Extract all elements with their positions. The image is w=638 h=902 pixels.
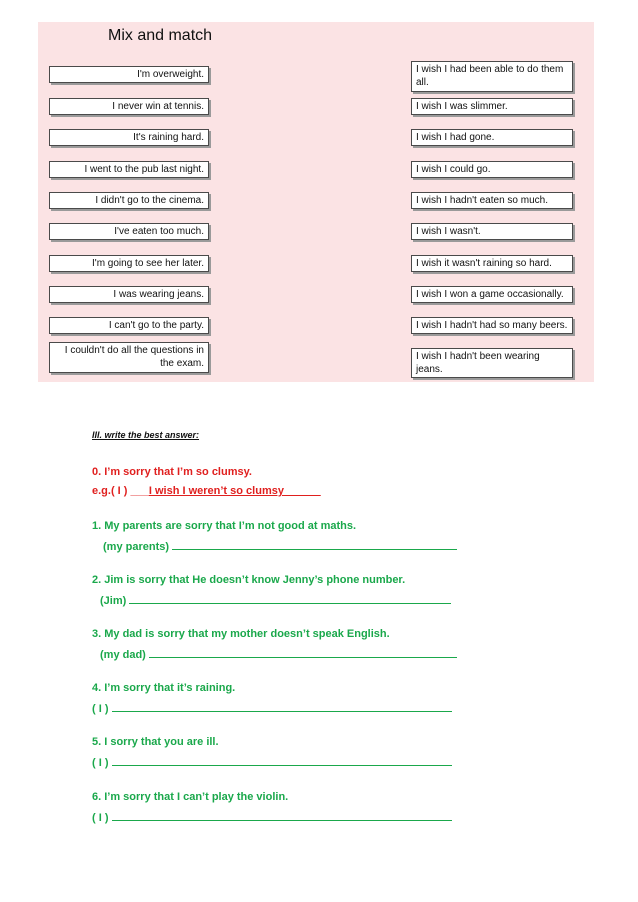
exercise-heading: III. write the best answer:: [92, 430, 200, 440]
prompt-4: ( I ): [92, 703, 109, 715]
answer-blank-5[interactable]: [112, 755, 452, 766]
question-4: 4. I’m sorry that it’s raining.: [92, 682, 236, 694]
answer-line-1[interactable]: [103, 539, 457, 553]
example-answer: I wish I weren’t so clumsy: [148, 485, 284, 497]
answer-blank-6[interactable]: [112, 810, 452, 821]
question-3: 3. My dad is sorry that my mother doesn’t speak English.: [92, 628, 390, 640]
panel-title: Mix and match: [108, 27, 213, 44]
prompt-6: ( I ): [92, 812, 109, 824]
question-6: 6. I’m sorry that I can’t play the violin.: [92, 791, 289, 803]
example-suffix: ______: [283, 485, 321, 497]
right-item: I wish I hadn't had so many beers.: [411, 317, 573, 334]
answer-blank-4[interactable]: [112, 701, 452, 712]
left-item: I never win at tennis.: [49, 98, 209, 115]
answer-blank-1[interactable]: [172, 539, 457, 550]
right-item: I wish I was slimmer.: [411, 98, 573, 115]
left-item: I didn't go to the cinema.: [49, 192, 209, 209]
question-1: 1. My parents are sorry that I’m not good at maths.: [92, 520, 357, 532]
exercise-section: [92, 430, 492, 824]
example-answer-line: [92, 485, 321, 497]
right-item: I wish I hadn't eaten so much.: [411, 192, 573, 209]
answer-line-6[interactable]: [92, 810, 452, 824]
answer-line-5[interactable]: [92, 755, 452, 769]
question-2: 2. Jim is sorry that He doesn’t know Jenny’s phone number.: [92, 574, 406, 586]
right-item: I wish I won a game occasionally.: [411, 286, 573, 303]
left-item: I'm going to see her later.: [49, 255, 209, 272]
left-item: I can't go to the party.: [49, 317, 209, 334]
left-item: I'm overweight.: [49, 66, 209, 83]
answer-line-4[interactable]: [92, 701, 452, 715]
answer-line-2[interactable]: [100, 593, 451, 607]
prompt-3: (my dad): [100, 649, 146, 661]
right-item: I wish I had gone.: [411, 129, 573, 146]
left-item: I've eaten too much.: [49, 223, 209, 240]
example-prefix: e.g.( I ) ___: [92, 485, 149, 497]
left-item: I went to the pub last night.: [49, 161, 209, 178]
right-item: I wish I hadn't been wearing jeans.: [411, 348, 573, 378]
right-item: I wish I wasn't.: [411, 223, 573, 240]
answer-blank-2[interactable]: [129, 593, 451, 604]
left-item: I couldn't do all the questions in the exam.: [49, 342, 209, 373]
example-question: 0. I’m sorry that I’m so clumsy.: [92, 466, 252, 478]
right-item: I wish I could go.: [411, 161, 573, 178]
mix-and-match-panel: [38, 22, 594, 382]
prompt-5: ( I ): [92, 757, 109, 769]
answer-line-3[interactable]: [100, 647, 457, 661]
left-item: I was wearing jeans.: [49, 286, 209, 303]
answer-blank-3[interactable]: [149, 647, 457, 658]
left-item: It's raining hard.: [49, 129, 209, 146]
prompt-1: (my parents): [103, 541, 170, 553]
right-item: I wish it wasn't raining so hard.: [411, 255, 573, 272]
question-5: 5. I sorry that you are ill.: [92, 736, 219, 748]
prompt-2: (Jim): [100, 595, 127, 607]
right-item: I wish I had been able to do them all.: [411, 61, 573, 92]
